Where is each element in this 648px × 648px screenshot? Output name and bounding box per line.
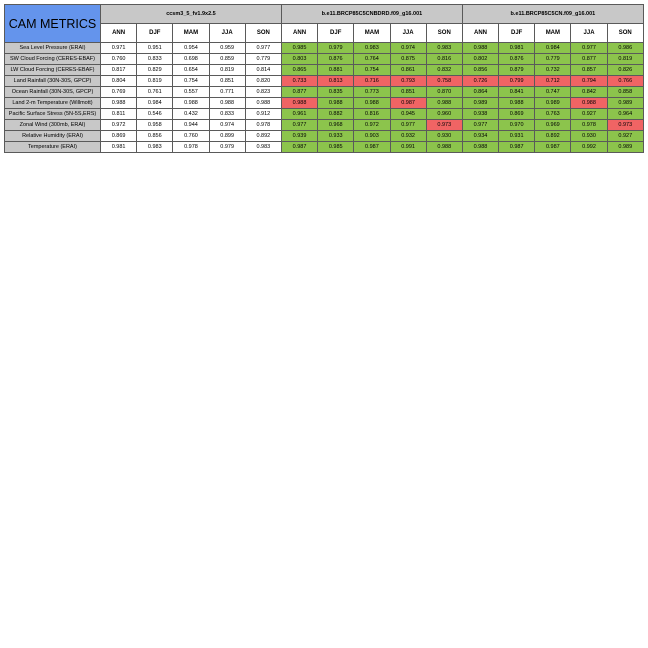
metric-value-cell: 0.876 <box>499 54 535 65</box>
metric-value-cell: 0.804 <box>101 76 137 87</box>
metric-value-cell: 0.987 <box>281 142 317 153</box>
metric-value-cell: 0.761 <box>137 87 173 98</box>
table-title: CAM METRICS <box>5 5 101 43</box>
metric-value-cell: 0.869 <box>101 131 137 142</box>
metric-value-cell: 0.977 <box>281 120 317 131</box>
metric-value-cell: 0.877 <box>571 54 607 65</box>
metric-value-cell: 0.954 <box>173 43 209 54</box>
metric-value-cell: 0.977 <box>462 120 498 131</box>
season-header: MAM <box>354 24 390 43</box>
metric-value-cell: 0.934 <box>462 131 498 142</box>
metric-value-cell: 0.983 <box>354 43 390 54</box>
metric-value-cell: 0.983 <box>245 142 281 153</box>
metric-name: LW Cloud Forcing (CERES-EBAF) <box>5 65 101 76</box>
metric-name: Temperature (ERAI) <box>5 142 101 153</box>
season-header: SON <box>607 24 643 43</box>
metric-value-cell: 0.977 <box>390 120 426 131</box>
metric-value-cell: 0.978 <box>173 142 209 153</box>
metric-row <box>5 54 644 65</box>
metric-value-cell: 0.988 <box>173 98 209 109</box>
season-header: JJA <box>390 24 426 43</box>
metric-value-cell: 0.754 <box>354 65 390 76</box>
metric-value-cell: 0.977 <box>571 43 607 54</box>
metric-value-cell: 0.978 <box>571 120 607 131</box>
metric-value-cell: 0.763 <box>535 109 571 120</box>
metric-value-cell: 0.879 <box>499 65 535 76</box>
metric-value-cell: 0.989 <box>607 98 643 109</box>
metric-value-cell: 0.758 <box>426 76 462 87</box>
metric-value-cell: 0.931 <box>499 131 535 142</box>
metric-value-cell: 0.987 <box>499 142 535 153</box>
metric-value-cell: 0.760 <box>101 54 137 65</box>
metric-value-cell: 0.970 <box>499 120 535 131</box>
metric-value-cell: 0.988 <box>209 98 245 109</box>
season-header: JJA <box>571 24 607 43</box>
group-header: b.e11.BRCP85C5CN.f09_g16.001 <box>462 5 643 24</box>
metric-value-cell: 0.829 <box>137 65 173 76</box>
season-header: DJF <box>499 24 535 43</box>
metric-value-cell: 0.985 <box>281 43 317 54</box>
season-header: JJA <box>209 24 245 43</box>
metric-value-cell: 0.988 <box>281 98 317 109</box>
metric-row <box>5 131 644 142</box>
metric-value-cell: 0.811 <box>101 109 137 120</box>
metric-value-cell: 0.732 <box>535 65 571 76</box>
metric-value-cell: 0.971 <box>101 43 137 54</box>
metric-value-cell: 0.977 <box>245 43 281 54</box>
group-header-row <box>5 5 644 24</box>
metric-value-cell: 0.960 <box>426 109 462 120</box>
metric-value-cell: 0.773 <box>354 87 390 98</box>
metric-value-cell: 0.973 <box>607 120 643 131</box>
metric-value-cell: 0.987 <box>535 142 571 153</box>
metric-value-cell: 0.856 <box>462 65 498 76</box>
metric-value-cell: 0.859 <box>209 54 245 65</box>
metric-value-cell: 0.864 <box>462 87 498 98</box>
metric-value-cell: 0.747 <box>535 87 571 98</box>
metric-value-cell: 0.769 <box>101 87 137 98</box>
metric-value-cell: 0.978 <box>245 120 281 131</box>
metric-value-cell: 0.814 <box>245 65 281 76</box>
metric-value-cell: 0.988 <box>354 98 390 109</box>
metric-value-cell: 0.988 <box>571 98 607 109</box>
metric-value-cell: 0.984 <box>137 98 173 109</box>
metrics-body <box>5 43 644 153</box>
metric-value-cell: 0.988 <box>499 98 535 109</box>
metric-value-cell: 0.984 <box>535 43 571 54</box>
metric-value-cell: 0.819 <box>137 76 173 87</box>
metric-value-cell: 0.816 <box>426 54 462 65</box>
metric-value-cell: 0.992 <box>571 142 607 153</box>
metric-value-cell: 0.979 <box>318 43 354 54</box>
metric-value-cell: 0.766 <box>607 76 643 87</box>
metric-value-cell: 0.969 <box>535 120 571 131</box>
metric-value-cell: 0.927 <box>607 131 643 142</box>
metric-value-cell: 0.877 <box>281 87 317 98</box>
metric-value-cell: 0.817 <box>101 65 137 76</box>
metric-name: Land Rainfall (30N-30S, GPCP) <box>5 76 101 87</box>
metric-value-cell: 0.876 <box>318 54 354 65</box>
metric-value-cell: 0.654 <box>173 65 209 76</box>
metric-value-cell: 0.851 <box>390 87 426 98</box>
metric-value-cell: 0.981 <box>101 142 137 153</box>
metric-value-cell: 0.826 <box>607 65 643 76</box>
metric-name: Relative Humidity (ERAI) <box>5 131 101 142</box>
metric-name: Land 2-m Temperature (Willmott) <box>5 98 101 109</box>
metric-value-cell: 0.892 <box>535 131 571 142</box>
metric-value-cell: 0.972 <box>101 120 137 131</box>
metric-value-cell: 0.865 <box>281 65 317 76</box>
metric-value-cell: 0.793 <box>390 76 426 87</box>
metric-name: Ocean Rainfall (30N-30S, GPCP) <box>5 87 101 98</box>
metric-value-cell: 0.841 <box>499 87 535 98</box>
metric-value-cell: 0.932 <box>390 131 426 142</box>
metric-row <box>5 142 644 153</box>
metric-value-cell: 0.819 <box>209 65 245 76</box>
metric-value-cell: 0.842 <box>571 87 607 98</box>
metric-value-cell: 0.972 <box>354 120 390 131</box>
season-header: SON <box>426 24 462 43</box>
metric-value-cell: 0.892 <box>245 131 281 142</box>
metric-value-cell: 0.974 <box>390 43 426 54</box>
metric-value-cell: 0.912 <box>245 109 281 120</box>
metric-value-cell: 0.802 <box>462 54 498 65</box>
metric-value-cell: 0.870 <box>426 87 462 98</box>
metric-value-cell: 0.794 <box>571 76 607 87</box>
season-header: MAM <box>173 24 209 43</box>
metric-value-cell: 0.833 <box>209 109 245 120</box>
metric-value-cell: 0.989 <box>607 142 643 153</box>
metric-value-cell: 0.930 <box>571 131 607 142</box>
metric-value-cell: 0.958 <box>137 120 173 131</box>
metric-row <box>5 98 644 109</box>
cam-metrics-table <box>4 4 644 153</box>
metric-value-cell: 0.823 <box>245 87 281 98</box>
metric-value-cell: 0.988 <box>462 142 498 153</box>
metric-row <box>5 109 644 120</box>
metric-value-cell: 0.927 <box>571 109 607 120</box>
metric-value-cell: 0.983 <box>426 43 462 54</box>
metric-value-cell: 0.938 <box>462 109 498 120</box>
metric-value-cell: 0.968 <box>318 120 354 131</box>
metric-value-cell: 0.557 <box>173 87 209 98</box>
metric-value-cell: 0.930 <box>426 131 462 142</box>
metric-value-cell: 0.973 <box>426 120 462 131</box>
metric-value-cell: 0.989 <box>462 98 498 109</box>
metric-value-cell: 0.988 <box>426 98 462 109</box>
metric-value-cell: 0.988 <box>101 98 137 109</box>
metric-value-cell: 0.835 <box>318 87 354 98</box>
metric-row <box>5 87 644 98</box>
season-header: MAM <box>535 24 571 43</box>
metric-value-cell: 0.803 <box>281 54 317 65</box>
metric-value-cell: 0.716 <box>354 76 390 87</box>
metric-value-cell: 0.964 <box>607 109 643 120</box>
season-header: DJF <box>318 24 354 43</box>
metric-name: SW Cloud Forcing (CERES-EBAF) <box>5 54 101 65</box>
season-header: ANN <box>281 24 317 43</box>
metric-value-cell: 0.939 <box>281 131 317 142</box>
metric-name: Pacific Surface Stress (5N-5S,ERS) <box>5 109 101 120</box>
metric-value-cell: 0.899 <box>209 131 245 142</box>
metric-value-cell: 0.869 <box>499 109 535 120</box>
metric-value-cell: 0.981 <box>499 43 535 54</box>
metric-value-cell: 0.875 <box>390 54 426 65</box>
season-header-row <box>5 24 644 43</box>
metric-value-cell: 0.733 <box>281 76 317 87</box>
metric-value-cell: 0.983 <box>137 142 173 153</box>
metric-row <box>5 120 644 131</box>
metric-value-cell: 0.779 <box>245 54 281 65</box>
metric-value-cell: 0.819 <box>607 54 643 65</box>
metric-value-cell: 0.959 <box>209 43 245 54</box>
season-header: ANN <box>101 24 137 43</box>
metric-name: Zonal Wind (300mb, ERAI) <box>5 120 101 131</box>
metric-value-cell: 0.945 <box>390 109 426 120</box>
metric-value-cell: 0.779 <box>535 54 571 65</box>
metric-value-cell: 0.851 <box>209 76 245 87</box>
metric-value-cell: 0.856 <box>137 131 173 142</box>
group-header: ccsm3_5_fv1.9x2.5 <box>101 5 282 24</box>
metric-value-cell: 0.988 <box>245 98 281 109</box>
metric-value-cell: 0.816 <box>354 109 390 120</box>
metric-value-cell: 0.988 <box>462 43 498 54</box>
metric-value-cell: 0.432 <box>173 109 209 120</box>
group-header: b.e11.BRCP85C5CNBDRD.f09_g16.001 <box>281 5 462 24</box>
metric-value-cell: 0.832 <box>426 65 462 76</box>
metric-value-cell: 0.974 <box>209 120 245 131</box>
metric-row <box>5 65 644 76</box>
metric-value-cell: 0.989 <box>535 98 571 109</box>
metric-name: Sea Level Pressure (ERAI) <box>5 43 101 54</box>
metric-value-cell: 0.985 <box>318 142 354 153</box>
metric-value-cell: 0.833 <box>137 54 173 65</box>
metric-value-cell: 0.726 <box>462 76 498 87</box>
season-header: DJF <box>137 24 173 43</box>
metric-row <box>5 43 644 54</box>
metric-value-cell: 0.858 <box>607 87 643 98</box>
metric-value-cell: 0.991 <box>390 142 426 153</box>
season-header: SON <box>245 24 281 43</box>
metric-value-cell: 0.951 <box>137 43 173 54</box>
metric-value-cell: 0.903 <box>354 131 390 142</box>
metric-value-cell: 0.760 <box>173 131 209 142</box>
metric-value-cell: 0.987 <box>390 98 426 109</box>
metric-value-cell: 0.987 <box>354 142 390 153</box>
metric-value-cell: 0.988 <box>426 142 462 153</box>
season-header: ANN <box>462 24 498 43</box>
metric-value-cell: 0.712 <box>535 76 571 87</box>
metric-value-cell: 0.857 <box>571 65 607 76</box>
metric-value-cell: 0.764 <box>354 54 390 65</box>
metric-value-cell: 0.861 <box>390 65 426 76</box>
metric-value-cell: 0.986 <box>607 43 643 54</box>
metric-value-cell: 0.698 <box>173 54 209 65</box>
metric-value-cell: 0.754 <box>173 76 209 87</box>
metric-value-cell: 0.881 <box>318 65 354 76</box>
metric-value-cell: 0.546 <box>137 109 173 120</box>
metric-value-cell: 0.988 <box>318 98 354 109</box>
metric-value-cell: 0.944 <box>173 120 209 131</box>
metric-value-cell: 0.820 <box>245 76 281 87</box>
metric-value-cell: 0.882 <box>318 109 354 120</box>
metric-value-cell: 0.933 <box>318 131 354 142</box>
metric-row <box>5 76 644 87</box>
metric-value-cell: 0.813 <box>318 76 354 87</box>
metric-value-cell: 0.799 <box>499 76 535 87</box>
metric-value-cell: 0.979 <box>209 142 245 153</box>
metric-value-cell: 0.771 <box>209 87 245 98</box>
metric-value-cell: 0.961 <box>281 109 317 120</box>
